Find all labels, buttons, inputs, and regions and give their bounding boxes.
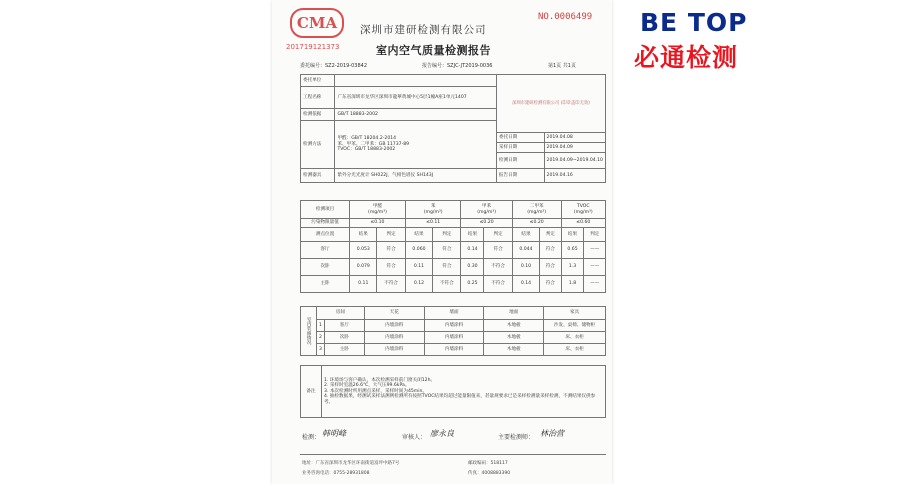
pollutant-name: 苯 xyxy=(430,204,436,209)
approve-label: 主要检测师： xyxy=(498,434,535,441)
judge-label: 判定 xyxy=(540,228,561,242)
cell: 0.30 xyxy=(461,259,484,276)
report-title: 室内空气质量检测报告 xyxy=(376,44,491,57)
cell: —— xyxy=(584,259,606,276)
table-row xyxy=(301,344,606,356)
serial-number: NO.0006499 xyxy=(538,12,593,22)
judge-label: 判定 xyxy=(584,228,606,242)
pollutant-header xyxy=(461,201,512,219)
result-label: 结果 xyxy=(512,228,539,242)
inspect-signature: 韩明峰 xyxy=(322,429,346,438)
footer-phone: 业务咨询电话：0755-28931808 xyxy=(302,471,370,476)
judge-label: 判定 xyxy=(433,228,461,242)
limit-value: ≤0.60 xyxy=(561,219,605,228)
cell: 0.11 xyxy=(405,259,432,276)
decor-furniture: 床、衣柜 xyxy=(544,344,606,356)
cell: 0.25 xyxy=(461,276,484,293)
decor-wall: 内墙涂料 xyxy=(424,320,484,332)
table-row xyxy=(301,332,606,344)
footer-postcode: 邮政编码：518117 xyxy=(468,461,508,466)
basis-label: 检测依据 xyxy=(301,109,335,121)
point-name: 次卧 xyxy=(301,259,350,276)
footer-address: 地址：广东省深圳市龙华区环南街道富坪中路7号 xyxy=(302,461,400,466)
cell: 符合 xyxy=(540,259,561,276)
footer-divider xyxy=(300,454,606,455)
cell: 0.14 xyxy=(461,242,484,259)
brand-logo-en: BE TOP xyxy=(640,8,748,37)
cell: 0.060 xyxy=(405,242,432,259)
limit-value: ≤0.11 xyxy=(405,219,461,228)
decor-table xyxy=(300,306,606,356)
stamp-text: 深圳市建研检测有限公司 (印章盖印无效) xyxy=(512,100,590,106)
pollutant-name: 二甲苯 xyxy=(529,204,544,209)
cell: 0.053 xyxy=(350,242,377,259)
inspect-label: 检测： xyxy=(302,434,321,441)
project-value: 广东省深圳市龙华区深圳市龍華黄城中心5层1幢A座1单元1407 xyxy=(335,87,496,109)
cell: 不符合 xyxy=(433,276,461,293)
approve-signature: 林治营 xyxy=(540,429,564,438)
decor-idx: 2 xyxy=(316,332,324,344)
cell: 符合 xyxy=(540,242,561,259)
cell: 0.044 xyxy=(512,242,539,259)
pollutant-name: 甲苯 xyxy=(482,204,492,209)
limit-label: 污染物限量值 xyxy=(301,219,350,228)
cell: 1.3 xyxy=(561,259,584,276)
cell: —— xyxy=(584,242,606,259)
cell: 0.11 xyxy=(350,276,377,293)
decor-side-label: 室内装修情况 xyxy=(301,307,317,356)
result-label: 结果 xyxy=(350,228,377,242)
judge-label: 判定 xyxy=(484,228,512,242)
decor-room: 次卧 xyxy=(324,332,364,344)
decor-idx: 3 xyxy=(316,344,324,356)
basis-value: GB/T 18883-2002 xyxy=(335,109,496,121)
review-label: 审核人： xyxy=(402,434,427,441)
info-table xyxy=(300,74,606,183)
client-value xyxy=(335,75,496,87)
pollutant-name: TVOC xyxy=(576,204,590,209)
pollutant-header xyxy=(561,201,605,219)
remark-line: 1. 环境场与客户确认，本次检测采样前门窗关闭12h。 xyxy=(324,377,436,383)
cma-number: 201719121373 xyxy=(286,43,340,51)
point-label: 测点位置 xyxy=(301,228,350,242)
pollutant-unit: (mg/m³) xyxy=(423,209,443,215)
pollutant-header xyxy=(405,201,461,219)
brand-logo-cn: 必通检测 xyxy=(634,43,739,72)
decor-ceiling: 内墙涂料 xyxy=(364,320,424,332)
cell: 0.65 xyxy=(561,242,584,259)
pollutant-header xyxy=(350,201,406,219)
cma-logo: CMA xyxy=(290,8,344,38)
cell: 0.079 xyxy=(350,259,377,276)
cell: 不符合 xyxy=(484,259,512,276)
decor-floor: 木地板 xyxy=(484,344,544,356)
decor-floor: 木地板 xyxy=(484,332,544,344)
decor-furniture: 床、衣柜 xyxy=(544,332,606,344)
remarks-label: 备注 xyxy=(301,366,322,418)
cell: 符合 xyxy=(484,242,512,259)
item-header: 检测项目 xyxy=(301,201,350,219)
remarks-body xyxy=(322,366,606,418)
date-label: 检测日期 xyxy=(496,153,544,169)
stamp-cell xyxy=(496,75,605,133)
decor-header: 地面 xyxy=(484,307,544,320)
limit-value: ≤0.10 xyxy=(350,219,406,228)
table-row xyxy=(301,259,606,276)
pollutant-unit: (mg/m³) xyxy=(527,209,547,215)
decor-room: 主卧 xyxy=(324,344,364,356)
decor-room: 客厅 xyxy=(324,320,364,332)
pollutant-name: 甲醛 xyxy=(372,204,383,209)
review-signature: 廖永良 xyxy=(430,429,454,438)
decor-ceiling: 内墙涂料 xyxy=(364,344,424,356)
report-paper xyxy=(272,0,612,484)
point-name: 主卧 xyxy=(301,276,350,293)
client-label: 委托单位 xyxy=(301,75,335,87)
result-label: 结果 xyxy=(461,228,484,242)
decor-wall: 内墙涂料 xyxy=(424,332,484,344)
remarks-table xyxy=(300,365,606,418)
decor-header: 家具 xyxy=(544,307,606,320)
date-label: 报告日期 xyxy=(496,169,544,183)
decor-furniture: 沙发、桌椅、储物柜 xyxy=(544,320,606,332)
decor-ceiling: 内墙涂料 xyxy=(364,332,424,344)
limit-value: ≤0.20 xyxy=(461,219,512,228)
cell: 0.10 xyxy=(512,259,539,276)
decor-header: 房间 xyxy=(316,307,364,320)
cell: 符合 xyxy=(433,242,461,259)
table-row xyxy=(301,276,606,293)
date-value: 2019.04.16 xyxy=(544,169,605,183)
decor-floor: 木地板 xyxy=(484,320,544,332)
table-row xyxy=(301,242,606,259)
pollutant-unit: (mg/m³) xyxy=(573,209,593,215)
cell: 0.12 xyxy=(405,276,432,293)
cell: 不符合 xyxy=(484,276,512,293)
pollutant-unit: (mg/m³) xyxy=(368,209,387,215)
date-label: 委托日期 xyxy=(496,133,544,143)
pollutant-header xyxy=(512,201,561,219)
table-row xyxy=(301,320,606,332)
date-value: 2019.04.08 xyxy=(544,133,605,143)
point-name: 客厅 xyxy=(301,242,350,259)
remark-line: 4. 抽检数据果，经测试采样法测例检测所有按照TVOC结果均超过能量限值来，甚量规要求已是采样检测量采样检测，不测结果仅供参考。 xyxy=(324,394,596,405)
limit-value: ≤0.20 xyxy=(512,219,561,228)
cell: 符合 xyxy=(377,259,405,276)
result-label: 结果 xyxy=(561,228,584,242)
decor-wall: 内墙涂料 xyxy=(424,344,484,356)
results-table xyxy=(300,200,606,293)
date-value: 2019.04.09 xyxy=(544,143,605,153)
cell: 不符合 xyxy=(377,276,405,293)
remark-line: 3. 本次检测时所用测点采样，采样时间为45min。 xyxy=(324,388,428,394)
judge-label: 判定 xyxy=(377,228,405,242)
cell: 符合 xyxy=(433,259,461,276)
cell: 符合 xyxy=(540,276,561,293)
remark-line: 2. 采样时室温26.6℃，大气压99.6kPa。 xyxy=(324,383,410,389)
report-number: 报告编号：SZJC-JT2019-0036 xyxy=(422,63,493,69)
footer-fax: 传真：4008883390 xyxy=(468,471,511,476)
decor-idx: 1 xyxy=(316,320,324,332)
result-label: 结果 xyxy=(405,228,432,242)
method-label: 检测方法 xyxy=(301,121,335,169)
date-value: 2019.04.09~2019.04.10 xyxy=(544,153,605,169)
pollutant-unit: (mg/m³) xyxy=(477,209,497,215)
page-info: 第1页 共1页 xyxy=(548,63,576,69)
method-line: 甲醛：GB/T 18204.2-2014 xyxy=(337,136,397,142)
project-label: 工程名称 xyxy=(301,87,335,109)
cell: —— xyxy=(584,276,606,293)
method-line: 苯、甲苯、二甲苯：GB 11737-89 xyxy=(337,141,410,147)
cell: 0.14 xyxy=(512,276,539,293)
equip-label: 检测器具 xyxy=(301,169,335,183)
cell: 1.8 xyxy=(561,276,584,293)
company-name: 深圳市建研检测有限公司 xyxy=(360,24,487,36)
decor-header: 墙面 xyxy=(424,307,484,320)
method-line: TVOC：GB/T 18883-2002 xyxy=(337,147,396,153)
cell: 符合 xyxy=(377,242,405,259)
method-value xyxy=(335,121,496,169)
entrust-number: 委托编号：SZ2-2019-03842 xyxy=(300,63,368,69)
decor-header: 天花 xyxy=(364,307,424,320)
date-label: 采样日期 xyxy=(496,143,544,153)
equip-value: 紫外分光光度计 SH022J，气相色谱仪 SH143J xyxy=(335,169,496,183)
